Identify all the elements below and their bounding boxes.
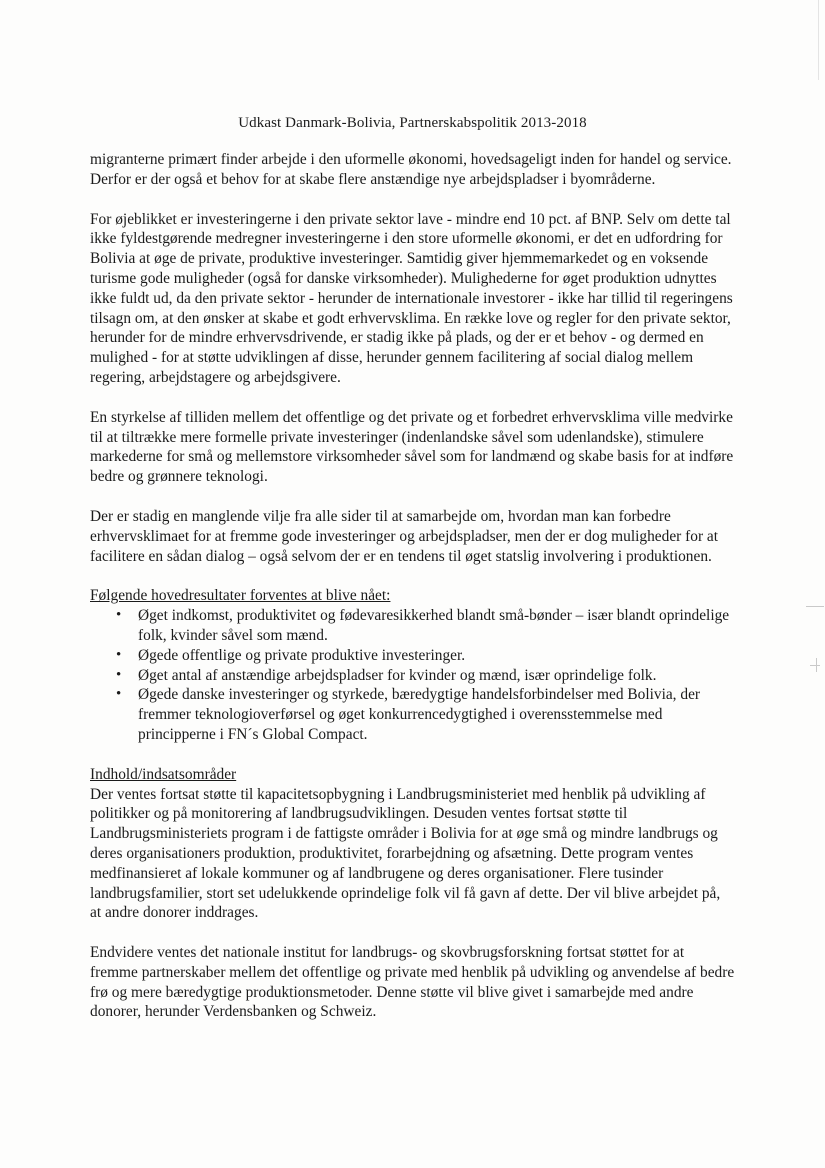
scan-edge-line bbox=[818, 0, 819, 80]
paragraph-migrants: migranterne primært finder arbejde i den uformelle økonomi, hovedsageligt inden for handel og service. Derfor er der også et behov for at skabe flere anstændige nye arbejdspladser i byområderne. bbox=[90, 151, 732, 188]
scan-margin-mark bbox=[810, 665, 820, 666]
list-item-text: Øgede offentlige og private produktive investeringer. bbox=[138, 646, 466, 664]
paragraph-research-institute: Endvidere ventes det nationale institut for landbrugs- og skovbrugsforskning fortsat støttet for at fremme partnerskaber mellem det offentlige og private med henblik på udvikling og anvendelse af bedre frø og mere bæredygtige produktionsmetoder. Denne støtte vil blive givet i samarbejde med andre donorer, herunder Verdensbanken og Schweiz. bbox=[90, 944, 735, 1021]
paragraph-agriculture-ministry: Der ventes fortsat støtte til kapacitetsopbygning i Landbrugsministeriet med henblik på udvikling af politikker og på monitorering af landbrugsudviklingen. Desuden ventes fortsat støtte til Landbrugsministeriets program i de fattigste områder i Bolivia for at øge små og mindre landbrugs og deres organisationers produktion, produktivitet, forarbejdning og afsætning. Dette program ventes medfinansieret af lokale kommuner og af landbrugene og deres organisationer. Flere tusinder landbrugsfamilier, stort set udelukkende oprindelige folk vil få gavn af dette. Der vil blive arbejdet på, at andre donorer inddrages. bbox=[90, 785, 721, 922]
scan-margin-mark bbox=[806, 606, 824, 607]
list-item-text: Øget antal af anstændige arbejdspladser for kvinder og mænd, især oprindelige folk. bbox=[138, 666, 657, 684]
paragraph-trust: En styrkelse af tilliden mellem det offentlige og det private og et forbedret erhvervsklima ville medvirke til at tiltrække mere formelle private investeringer (indenlandske såvel som udenlandske), stimulere markederne for små og mellemstore virksomheder såvel som for landmænd og skabe basis for at indføre bedre og grønnere teknologi. bbox=[90, 408, 734, 486]
results-heading: Følgende hovedresultater forventes at blive nået: bbox=[90, 587, 391, 605]
page-header: Udkast Danmark-Bolivia, Partnerskabspolitik 2013-2018 bbox=[238, 115, 587, 131]
list-item bbox=[114, 606, 735, 646]
list-item bbox=[114, 685, 735, 744]
bullet-icon: • bbox=[116, 646, 122, 663]
content-heading: Indhold/indsatsområder bbox=[90, 765, 237, 783]
bullet-icon: • bbox=[116, 666, 122, 683]
paragraph-investments: For øjeblikket er investeringerne i den private sektor lave - mindre end 10 pct. af BNP. Selv om dette tal ikke fyldestgørende medregner investeringerne i den store uformelle økonomi, er det en udfordring for Bolivia at øge de private, produktive investeringer. Samtidig giver hjemmemarkedet og en voksende turisme gode muligheder (også for danske virksomheder). Mulighederne for øget produktion udnyttes ikke fuldt ud, da den private sektor - herunder de internationale investorer - ikke har tillid til regeringens tilsagn om, at den ønsker at skabe et godt erhvervsklima. En række love og regler for den private sektor, herunder for de mindre erhvervsdrivende, er stadig ikke på plads, og der er et behov - og dermed en mulighed - for at støtte udviklingen af disse, herunder gennem facilitering af social dialog mellem regering, arbejdstagere og arbejdsgivere. bbox=[90, 210, 733, 386]
list-item-text: Øget indkomst, produktivitet og fødevaresikkerhed blandt små-bønder – især blandt oprindelige folk, kvinder såvel som mænd. bbox=[138, 607, 730, 644]
bullet-icon: • bbox=[116, 607, 122, 624]
list-item-text: Øgede danske investeringer og styrkede, bæredygtige handelsforbindelser med Bolivia, der fremmer teknologioverførsel og øget konkurrencedygtighed i overensstemmelse med principperne i FN´s Global Compact. bbox=[138, 686, 701, 743]
document-body bbox=[90, 150, 735, 1042]
paragraph-dialogue: Der er stadig en manglende vilje fra alle sider til at samarbejde om, hvordan man kan forbedre erhvervsklimaet for at fremme gode investeringer og arbejdspladser, men der er dog muligheder for at facilitere en sådan dialog – også selvom der er en tendens til øget statslig involvering i produktionen. bbox=[90, 507, 719, 565]
results-list bbox=[90, 606, 735, 745]
list-item bbox=[114, 646, 735, 666]
bullet-icon: • bbox=[116, 686, 122, 703]
list-item bbox=[114, 666, 735, 686]
